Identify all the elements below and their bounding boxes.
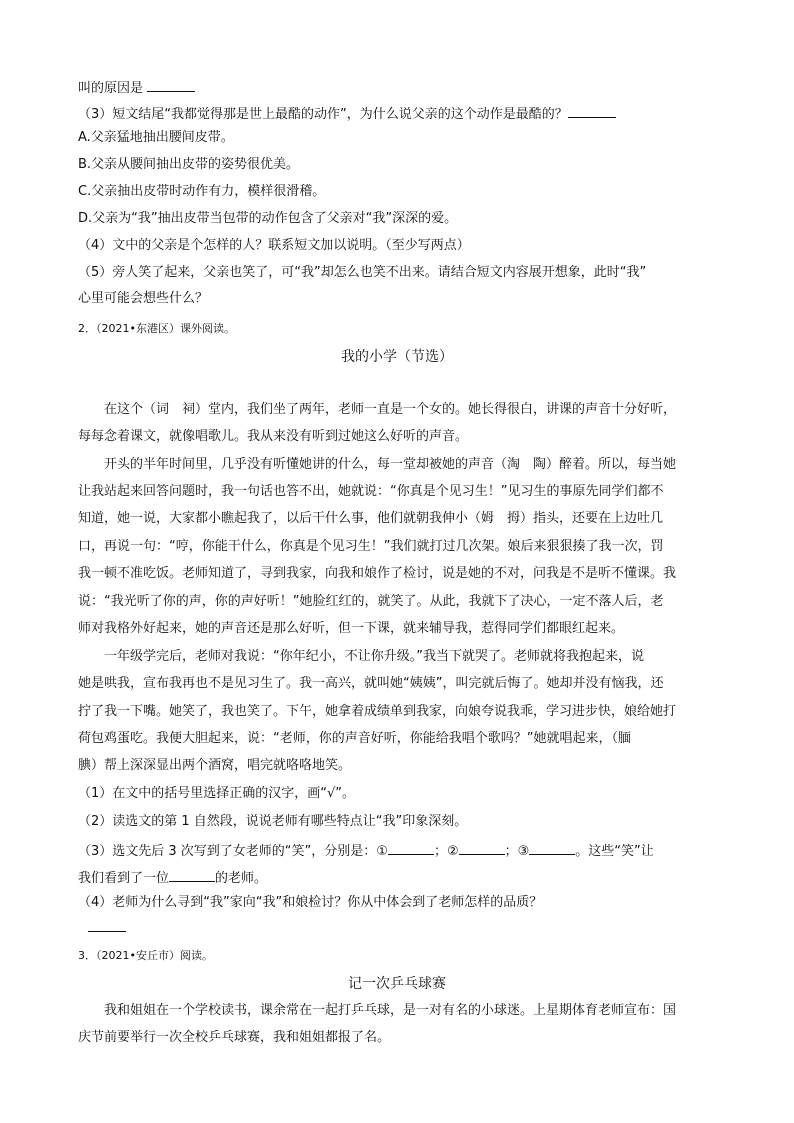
passage-2-paragraph-line: 开头的半年时间里，几乎没有听懂她讲的什么，每一堂却被她的声音（淘 陶）醉着。所以，每当她 <box>104 457 677 472</box>
passage-2-paragraph-line: 一年级学完后，老师对我说：“你年纪小，不让你升级。”我当下就哭了。老师就将我抱起来，说 <box>104 649 644 664</box>
question-3-prompt: （3）短文结尾“我都觉得那是世上最酷的动作”，为什么说父亲的这个动作是最酷的？ <box>78 104 718 123</box>
passage-3-paragraph-line: 我和姐姐在一个学校读书，课余常在一起打乒乓球，是一对有名的小球迷。上星期体育老师宣布：国 <box>104 1003 677 1018</box>
passage-2-paragraph-line: 在这个（词 祠）堂内，我们坐了两年，老师一直是一个女的。她长得很白，讲课的声音十分好听， <box>104 402 677 417</box>
question-5-prompt-line2: 心里可能会想些什么？ <box>78 291 209 306</box>
section-2-heading: 2．（2021•东港区）课外阅读。 <box>78 322 235 335</box>
answer-line[interactable] <box>88 931 126 932</box>
passage-2-paragraph-line: 我一顿不准吃饭。老师知道了，寻到我家，向我和娘作了检讨，说是她的不对，问我是不是听不懂课。我 <box>78 566 677 581</box>
passage-2-paragraph-line: 口，再说一句：“哼，你能干什么，你真是个见习生！”我们就打过几次架。娘后来狠狠揍了我一次，罚 <box>78 539 664 554</box>
answer-line-reason: 叫的原因是 <box>78 78 718 97</box>
passage-2-paragraph-line: 她是哄我，宣布我再也不是见习生了。我一高兴，就叫她“姨姨”，叫完就后悔了。她却并没有恼我，还 <box>78 676 664 691</box>
section-3-heading: 3．（2021•安丘市）阅读。 <box>78 949 213 962</box>
passage-2-title: 我的小学（节选） <box>341 349 453 365</box>
option-d: D.父亲为“我”抽出皮带当包带的动作包含了父亲对“我”深深的爱。 <box>78 211 458 226</box>
answer-blank[interactable] <box>169 868 215 882</box>
answer-blank[interactable] <box>459 841 505 855</box>
question-2-1: （1）在文中的括号里选择正确的汉字，画“√”。 <box>78 786 356 801</box>
passage-3-title: 记一次乒乓球赛 <box>348 976 446 992</box>
answer-blank[interactable] <box>147 78 195 92</box>
answer-blank[interactable] <box>568 104 616 118</box>
question-2-4: （4）老师为什么寻到“我”家向“我”和娘检讨？你从中体会到了老师怎样的品质？ <box>78 895 543 910</box>
passage-2-paragraph-line: 说：“我光听了你的声，你的声好听！”她脸红红的，就笑了。从此，我就下了决心，一定不落人后，老 <box>78 594 664 609</box>
option-a: A.父亲猛地抽出腰间皮带。 <box>78 130 234 145</box>
option-b: B.父亲从腰间抽出皮带的姿势很优美。 <box>78 157 300 172</box>
question-4-prompt: （4）文中的父亲是个怎样的人？联系短文加以说明。（至少写两点） <box>78 238 470 253</box>
passage-2-paragraph-line: 拧了我一下嘴。她笑了，我也笑了。下午，她拿着成绩单到我家，向娘夸说我乖，学习进步快，娘给她打 <box>78 704 677 719</box>
passage-2-paragraph-line: 荷包鸡蛋吃。我便大胆起来，说：“老师，你的声音好听，你能给我唱个歌吗？”她就唱起来，（腼 <box>78 731 631 746</box>
passage-2-paragraph-line: 每每念着课文，就像唱歌儿。我从来没有听到过她这么好听的声音。 <box>78 429 469 444</box>
question-2-3-line1: （3）选文先后 3 次写到了女老师的“笑”，分别是：① ；② ；③ 。这些“笑”让 <box>78 841 718 860</box>
question-5-prompt-line1: （5）旁人笑了起来，父亲也笑了，可“我”却怎么也笑不出来。请结合短文内容展开想象，此时“我” <box>78 265 647 280</box>
answer-blank[interactable] <box>388 841 434 855</box>
passage-2-paragraph-line: 师对我格外好起来，她的声音还是那么好听，但一下课，就来辅导我，惹得同学们都眼红起来。 <box>78 621 625 636</box>
passage-2-paragraph-line: 让我站起来回答问题时，我一句话也答不出，她就说：“你真是个见习生！”见习生的事原先同学们都不 <box>78 484 664 499</box>
passage-3-paragraph-line: 庆节前要举行一次全校乒乓球赛，我和姐姐都报了名。 <box>78 1030 391 1045</box>
passage-2-paragraph-line: 知道，她一说，大家都小瞧起我了，以后干什么事，他们就朝我伸小（姆 拇）指头，还要在上边吐几 <box>78 511 664 526</box>
passage-2-paragraph-line: 腆）帮上深深显出两个酒窝，唱完就咯咯地笑。 <box>78 758 352 773</box>
option-c: C.父亲抽出皮带时动作有力，模样很滑稽。 <box>78 184 326 199</box>
question-2-3-line2: 我们看到了一位 的老师。 <box>78 868 718 887</box>
question-2-2: （2）读选文的第 1 自然段，说说老师有哪些特点让“我”印象深刻。 <box>78 814 468 829</box>
answer-blank[interactable] <box>529 841 575 855</box>
